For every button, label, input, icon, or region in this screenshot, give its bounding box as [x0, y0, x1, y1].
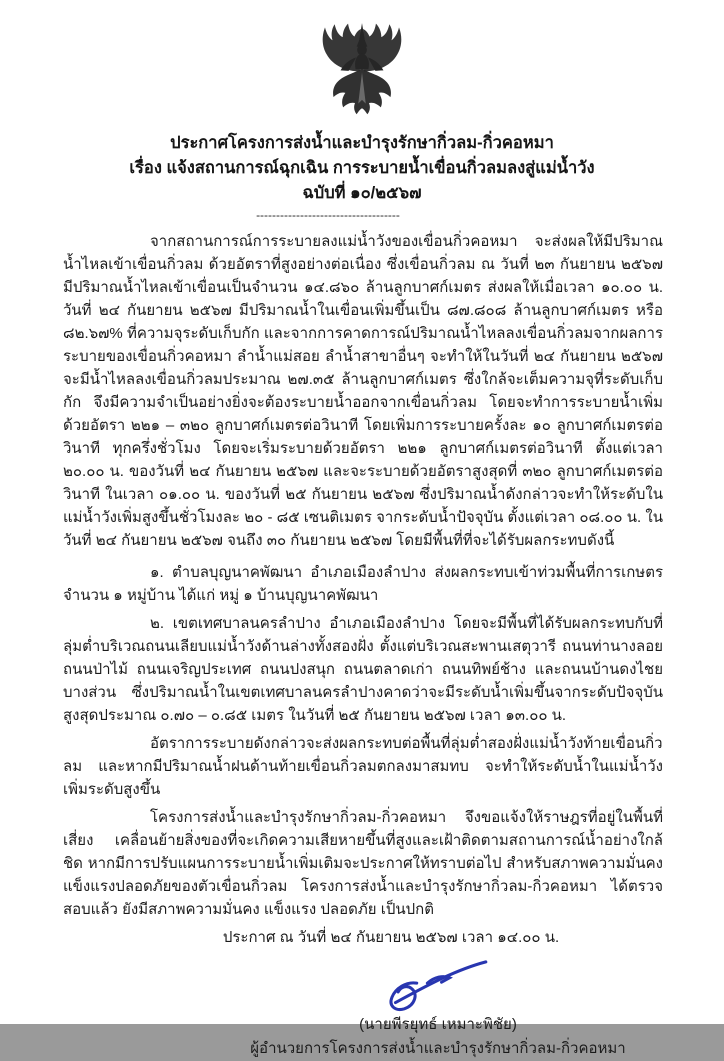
document-paragraph-downstream-effect: อัตราการระบายดังกล่าวจะส่งผลกระทบต่อพื้นที่ลุ่มต่ำสองฝั่งแม่น้ำวังท้ายเขื่อนกิ่วลม และหากมีปริมาณน้ำฝนด้านท้ายเขื่อนกิ่วลมตกลงมาสมทบ จะทำให้ระดับน้ำในแม่น้ำวังเพิ่มระดับสูงขึ้น: [63, 735, 663, 798]
emblem-container: [0, 0, 724, 124]
document-paragraph-advisory: โครงการส่งน้ำและบำรุงรักษากิ่วลม-กิ่วคอหมา จึงขอแจ้งให้ราษฎรที่อยู่ในพื้นที่เสี่ยง เคลื่อนย้ายสิ่งของที่จะเกิดความเสียหายขึ้นที่สูงและเฝ้าติดตามสถานการณ์น้ำอย่างใกล้ชิด หากมีการปรับแผนการระบายน้ำเพิ่มเติมจะประกาศให้ทราบต่อไป สำหรับสภาพความมั่นคงแข็งแรงปลอดภัยของตัวเขื่อนกิ่วลม โครงการส่งน้ำและบำรุงรักษากิ่วลม-กิ่วคอหมา ได้ตรวจสอบแล้ว ยังมีสภาพความมั่นคง แข็งแรง ปลอดภัย เป็นปกติ: [63, 809, 663, 918]
signature-ink-image: [373, 953, 503, 1015]
signature-block: [248, 953, 628, 1061]
document-body: [63, 230, 663, 949]
signatory-position: ผู้อำนวยการโครงการส่งน้ำและบำรุงรักษากิ่วลม-กิ่วคอหมา: [250, 1040, 626, 1057]
document-paragraph-intro: จากสถานการณ์การระบายลงแม่น้ำวังของเขื่อนกิ่วคอหมา จะส่งผลให้มีปริมาณน้ำไหลเข้าเขื่อนกิ่วลม ด้วยอัตราที่สูงอย่างต่อเนื่อง ซึ่งเขื่อนกิ่วลม ณ วันที่ ๒๓ กันยายน ๒๕๖๗ มีปริมาณน้ำไหลเข้าเขื่อนเป็นจำนวน ๑๔.๘๖๐ ล้านลูกบาศก์เมตร ส่งผลให้เมื่อเวลา ๑๐.๐๐ น. วันที่ ๒๔ กันยายน ๒๕๖๗ มีปริมาณน้ำในเขื่อนเพิ่มขึ้นเป็น ๘๗.๘๐๘ ล้านลูกบาศก์เมตร หรือ ๘๒.๖๗% ที่ความจุระดับเก็บกัก และจากการคาดการณ์ปริมาณน้ำไหลลงเขื่อนกิ่วลมจากผลการระบายของเขื่อนกิ่วคอหมา ลำน้ำแม่สอย ลำน้ำสาขาอื่นๆ จะทำให้ในวันที่ ๒๔ กันยายน ๒๕๖๗ จะมีน้ำไหลลงเขื่อนกิ่วลมประมาณ ๒๗.๓๕ ล้านลูกบาศก์เมตร ซึ่งใกล้จะเต็มความจุที่ระดับเก็บกัก จึงมีความจำเป็นอย่างยิ่งจะต้องระบายน้ำออกจากเขื่อนกิ่วลม โดยจะทำการระบายน้ำเพิ่มด้วยอัตรา ๒๒๑ – ๓๒๐ ลูกบาศก์เมตรต่อวินาที โดยเพิ่มการระบายครั้งละ ๑๐ ลูกบาศก์เมตรต่อวินาที ทุกครึ่งชั่วโมง โดยจะเริ่มระบายด้วยอัตรา ๒๒๑ ลูกบาศก์เมตรต่อวินาที ตั้งแต่เวลา ๒๐.๐๐ น. ของวันที่ ๒๔ กันยายน ๒๕๖๗ และจะระบายด้วยอัตราสูงสุดที่ ๓๒๐ ลูกบาศก์เมตรต่อวินาที ในเวลา ๐๑.๐๐ น. ของวันที่ ๒๕ กันยายน ๒๕๖๗ ซึ่งปริมาณน้ำดังกล่าวจะทำให้ระดับในแม่น้ำวังเพิ่มสูงขึ้นชั่วโมงละ ๒๐ - ๘๕ เซนติเมตร จากระดับน้ำปัจจุบัน ตั้งแต่เวลา ๐๘.๐๐ น. ในวันที่ ๒๔ กันยายน ๒๕๖๗ จนถึง ๓๐ กันยายน ๒๕๖๗ โดยมีพื้นที่ที่จะได้รับผลกระทบดังนี้: [63, 233, 663, 549]
document-paragraph-impact-area-1: ๑. ตำบลบุญนาคพัฒนา อำเภอเมืองลำปาง ส่งผลกระทบเข้าท่วมพื้นที่การเกษตร จำนวน ๑ หมู่บ้าน ได้แก่ หมู่ ๑ บ้านบุญนาคพัฒนา: [63, 564, 663, 604]
issue-number: ฉบับที่ ๑๐/๒๕๖๗: [302, 184, 422, 202]
document-subject-line: เรื่อง แจ้งสถานการณ์ฉุกเฉิน การระบายน้ำเขื่อนกิ่วลมลงสู่แม่น้ำวัง: [129, 159, 595, 177]
signatory-name: (นายพีรยุทธ์ เหมาะพิชัย): [359, 1016, 517, 1033]
document-header: [0, 131, 724, 206]
dashed-separator: ------------------------------------: [256, 208, 400, 222]
document-paragraph-impact-area-2: ๒. เขตเทศบาลนครลำปาง อำเภอเมืองลำปาง โดยจะมีพื้นที่ได้รับผลกระทบกับที่ลุ่มต่ำบริเวณถนนเลียบแม่น้ำวังด้านล่างทั้งสองฝั่ง ตั้งแต่บริเวณสะพานเสตุวารี ถนนท่านางลอย ถนนป่าไม้ ถนนเจริญประเทศ ถนนปงสนุก ถนนตลาดเก่า ถนนทิพย์ช้าง และถนนบ้านดงไชยบางส่วน ซึ่งปริมาณน้ำในเขตเทศบาลนครลำปางคาดว่าจะมีระดับน้ำเพิ่มขึ้นจากระดับปัจจุบันสูงสุดประมาณ ๐.๗๐ – ๐.๘๕ เมตร ในวันที่ ๒๕ กันยายน ๒๕๖๗ เวลา ๑๓.๐๐ น.: [63, 615, 663, 724]
garuda-emblem-icon: [303, 22, 421, 124]
announcement-date-line: ประกาศ ณ วันที่ ๒๔ กันยายน ๒๕๖๗ เวลา ๑๔.๐๐ น.: [222, 929, 560, 946]
document-title-line1: ประกาศโครงการส่งน้ำและบำรุงรักษากิ่วลม-กิ่วคอหมา: [170, 134, 554, 152]
